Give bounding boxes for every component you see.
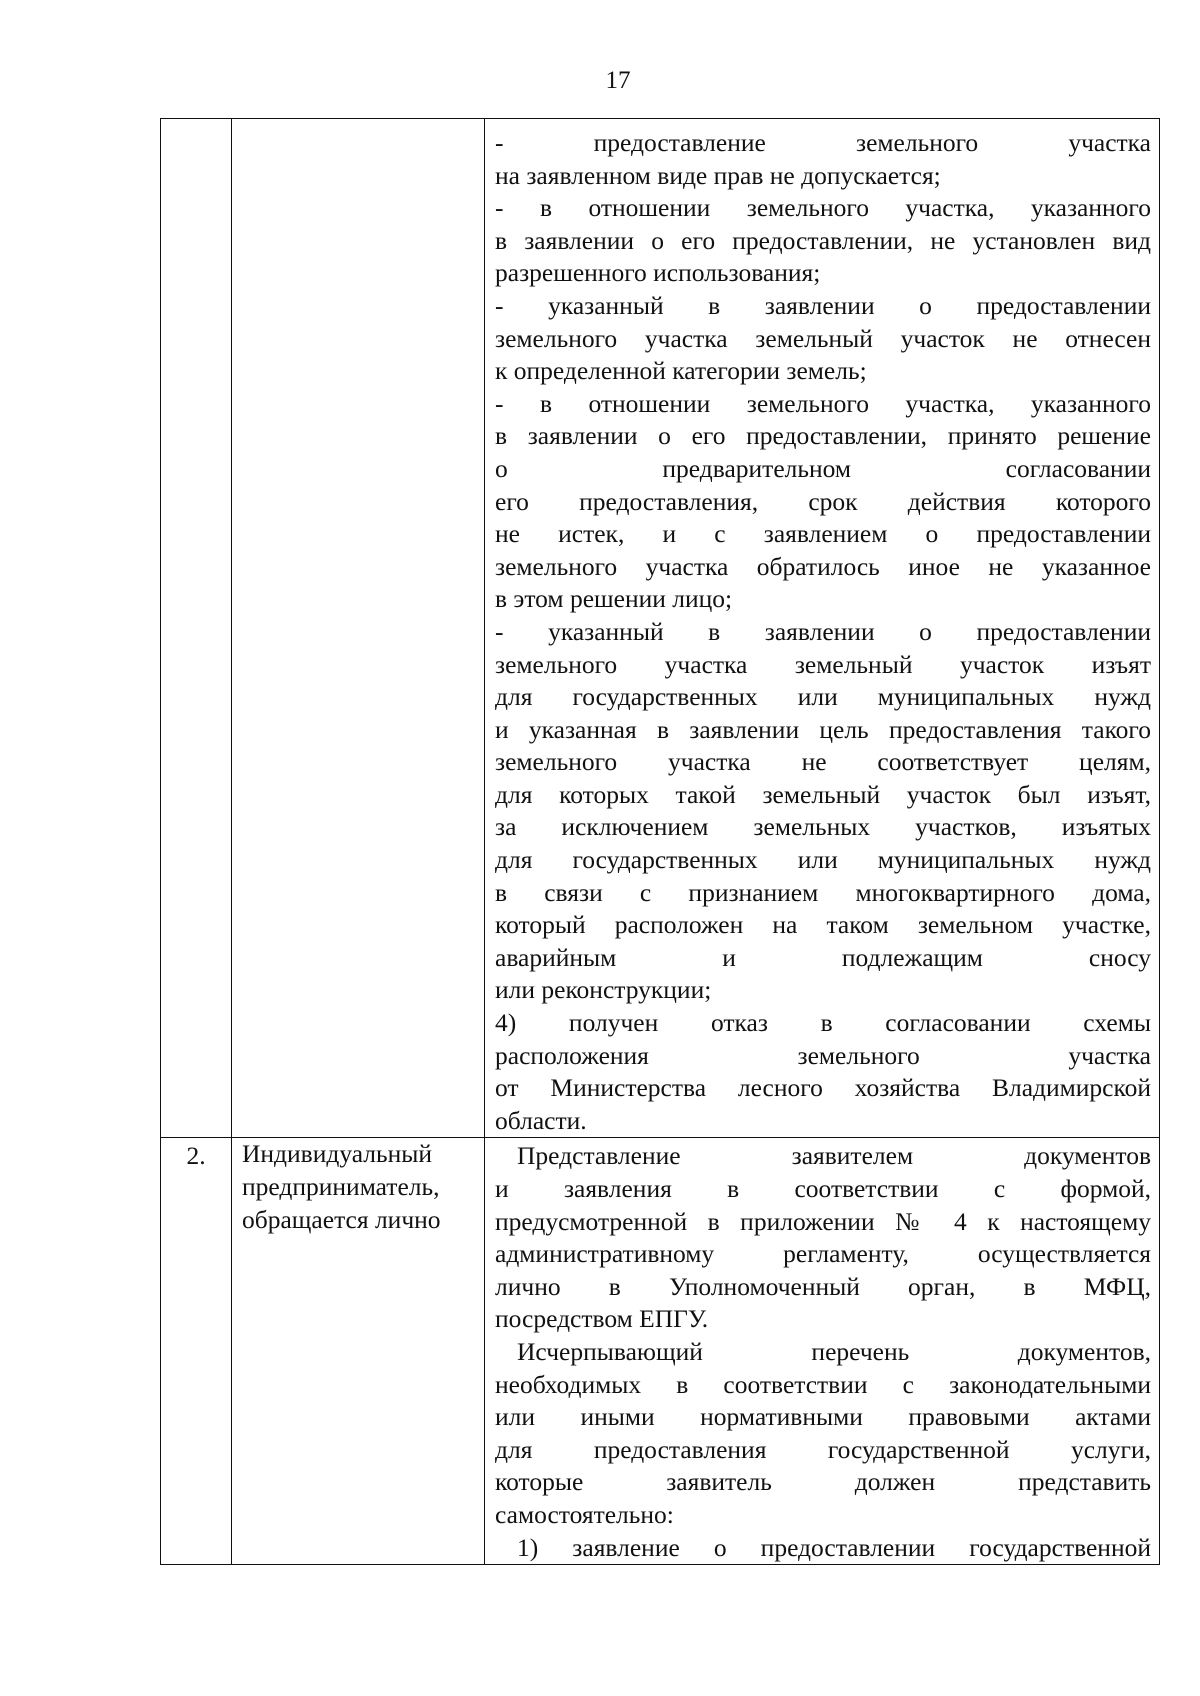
documents-list-paragraph: [495, 1336, 1151, 1532]
text-line: его предоставления, срок действия которого: [495, 486, 1151, 516]
applicant-cell: [232, 119, 485, 1138]
text-line: необходимых в соответствии с законодательными: [495, 1369, 1151, 1399]
text-line: и заявления в соответствии с формой,: [495, 1174, 1151, 1203]
text-line: для государственных или муниципальных нужд: [495, 845, 1151, 875]
applicant-cell: [232, 1138, 485, 1565]
text-line: для государственных или муниципальных нужд: [495, 682, 1151, 712]
text-line: посредством ЕПГУ.: [495, 1304, 709, 1334]
table-row: [161, 119, 1160, 1138]
text-line: за исключением земельных участков, изъятых: [495, 812, 1151, 842]
text-line: и указанная в заявлении цель предоставления такого: [495, 714, 1151, 744]
text-line: от Министерства лесного хозяйства Владимирской: [495, 1073, 1151, 1103]
text-line: административному регламенту, осуществляется: [495, 1239, 1151, 1269]
text-line: в связи с признанием многоквартирного дома,: [495, 877, 1151, 907]
text-line: в заявлении о его предоставлении, принято решение: [495, 421, 1151, 451]
text-line: для которых такой земельный участок был изъят,: [495, 779, 1151, 809]
text-line: в этом решении лицо;: [495, 584, 733, 614]
text-line: расположения земельного участка: [495, 1040, 1151, 1070]
text-line: к определенной категории земель;: [495, 356, 867, 386]
text-line: - в отношении земельного участка, указанного: [495, 388, 1151, 418]
text-line: земельного участка обратилось иное не указанное: [495, 551, 1151, 581]
applicant-line: обращается лично: [242, 1204, 441, 1234]
text-line: - в отношении земельного участка, указанного: [495, 193, 1151, 223]
text-line: 1) заявление о предоставлении государственной: [517, 1532, 1151, 1562]
procedure-cell: [485, 1138, 1160, 1565]
text-line: области.: [495, 1105, 587, 1135]
text-line: лично в Уполномоченный орган, в МФЦ,: [495, 1271, 1151, 1301]
text-line: земельного участка земельный участок изъят: [495, 649, 1151, 679]
text-line: который расположен на таком земельном участке,: [495, 910, 1151, 940]
text-line: в заявлении о его предоставлении, не установлен вид: [495, 225, 1151, 255]
page-number: 17: [605, 67, 631, 94]
submission-paragraph: [495, 1140, 1151, 1336]
row-number-cell: [161, 119, 232, 1138]
text-line: разрешенного использования;: [495, 258, 821, 288]
text-line: или иными нормативными правовыми актами: [495, 1402, 1151, 1432]
text-line: 4) получен отказ в согласовании схемы: [495, 1008, 1151, 1038]
text-line: о предварительном согласовании: [495, 453, 1151, 483]
text-line: - указанный в заявлении о предоставлении: [495, 290, 1151, 320]
text-line: на заявленном виде прав не допускается;: [495, 160, 941, 190]
refusal-grounds-text: [495, 127, 1151, 1137]
list-item-paragraph: [495, 1532, 1151, 1565]
text-line: самостоятельно:: [495, 1499, 674, 1529]
text-line: или реконструкции;: [495, 975, 712, 1005]
services-table: [160, 118, 1160, 1565]
text-line: не истек, и с заявлением о предоставлении: [495, 519, 1151, 549]
text-line: земельного участка не соответствует целям,: [495, 747, 1151, 777]
applicant-line: Индивидуальный: [242, 1139, 433, 1169]
text-line: для предоставления государственной услуги,: [495, 1434, 1151, 1464]
row-number-cell: 2.: [161, 1138, 232, 1565]
text-line: Представление заявителем документов: [517, 1141, 1151, 1171]
text-line: которые заявитель должен представить: [495, 1467, 1151, 1497]
text-line: - указанный в заявлении о предоставлении: [495, 616, 1151, 646]
applicant-line: предприниматель,: [242, 1172, 440, 1201]
text-line: аварийным и подлежащим сносу: [495, 942, 1151, 972]
text-line: земельного участка земельный участок не отнесен: [495, 323, 1151, 353]
text-line: предусмотренной в приложении № 4 к настоящему: [495, 1206, 1151, 1236]
text-line: - предоставление земельного участка: [495, 128, 1151, 157]
refusal-grounds-cell: [485, 119, 1160, 1138]
table-row: [161, 1138, 1160, 1565]
text-line: Исчерпывающий перечень документов,: [517, 1336, 1151, 1366]
